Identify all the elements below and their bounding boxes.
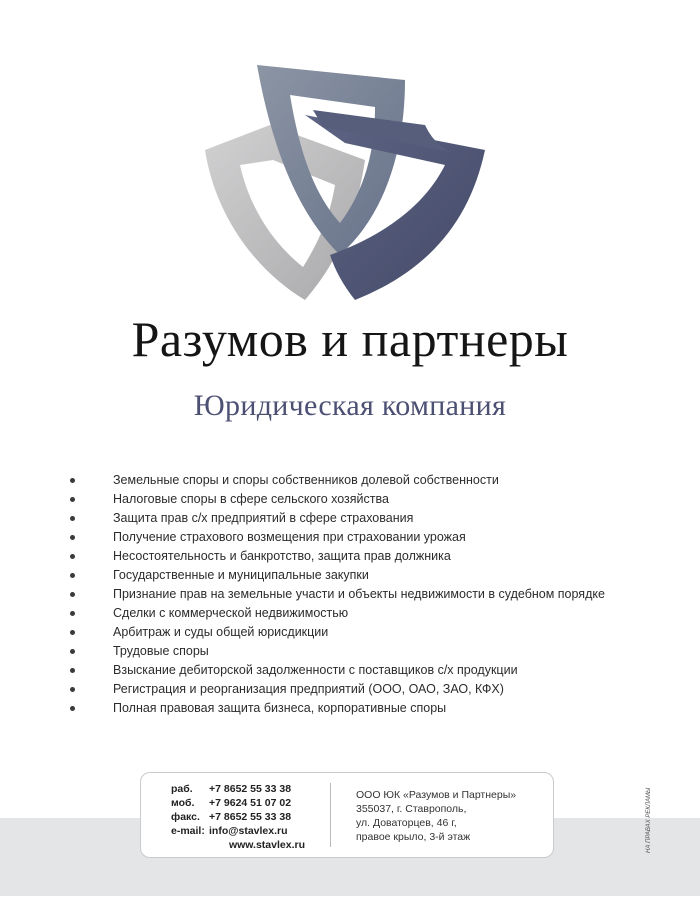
mobile-phone[interactable]: +7 9624 51 07 02: [209, 797, 292, 809]
bullet-icon: [70, 630, 75, 635]
bullet-icon: [70, 554, 75, 559]
address-city: 355037, г. Ставрополь,: [356, 803, 467, 815]
company-name: Разумов и партнеры: [131, 311, 569, 367]
website-link[interactable]: www.stavlex.ru: [228, 839, 305, 851]
list-item: Налоговые споры в сфере сельского хозяйства: [70, 490, 670, 509]
fax-label: факс.: [171, 811, 200, 823]
email-row: [171, 824, 321, 838]
list-item: Получение страхового возмещения при страховании урожая: [70, 528, 670, 547]
fax-row: [171, 810, 321, 824]
list-item: Сделки с коммерческой недвижимостью: [70, 604, 670, 623]
bullet-icon: [70, 687, 75, 692]
email-link[interactable]: info@stavlex.ru: [209, 825, 288, 837]
address-org: ООО ЮК «Разумов и Партнеры»: [356, 789, 517, 801]
services-list: [70, 471, 670, 718]
email-label: e-mail:: [171, 825, 205, 837]
company-tagline: Юридическая компания: [193, 389, 507, 422]
list-item: Земельные споры и споры собственников долевой собственности: [70, 471, 670, 490]
list-item: Признание прав на земельные участи и объекты недвижимости в судебном порядке: [70, 585, 670, 604]
bullet-icon: [70, 535, 75, 540]
address-detail: правое крыло, 3-й этаж: [356, 831, 471, 843]
address-block: [356, 788, 546, 844]
list-item: Защита прав с/х предприятий в сфере страхования: [70, 509, 670, 528]
bullet-icon: [70, 516, 75, 521]
advertising-note: [646, 787, 656, 903]
list-item: Трудовые споры: [70, 642, 670, 661]
bullet-icon: [70, 668, 75, 673]
card-divider: [330, 783, 331, 847]
bullet-icon: [70, 573, 75, 578]
bullet-icon: [70, 592, 75, 597]
work-phone-label: раб.: [171, 783, 193, 795]
list-item: Государственные и муниципальные закупки: [70, 566, 670, 585]
bullet-icon: [70, 497, 75, 502]
list-item: Взыскание дебиторской задолженности с поставщиков с/х продукции: [70, 661, 670, 680]
mobile-phone-label: моб.: [171, 797, 195, 809]
work-phone[interactable]: +7 8652 55 33 38: [209, 783, 292, 795]
mobile-phone-row: [171, 796, 321, 810]
list-item: Полная правовая защита бизнеса, корпоративные споры: [70, 699, 670, 718]
bullet-icon: [70, 611, 75, 616]
fax-number: +7 8652 55 33 38: [209, 811, 292, 823]
list-item: Регистрация и реорганизация предприятий (ООО, ОАО, ЗАО, КФХ): [70, 680, 670, 699]
list-item: Несостоятельность и банкротство, защита прав должника: [70, 547, 670, 566]
bullet-icon: [70, 478, 75, 483]
bullet-icon: [70, 649, 75, 654]
work-phone-row: [171, 782, 321, 796]
bullet-icon: [70, 706, 75, 711]
contact-phones: [171, 782, 321, 852]
list-item: Арбитраж и суды общей юрисдикции: [70, 623, 670, 642]
company-logo: [195, 55, 495, 310]
contact-card: [140, 772, 554, 858]
address-street: ул. Доваторцев, 46 г,: [356, 817, 457, 829]
advertising-note-text: НА ПРАВАХ РЕКЛАМЫ: [646, 787, 652, 853]
